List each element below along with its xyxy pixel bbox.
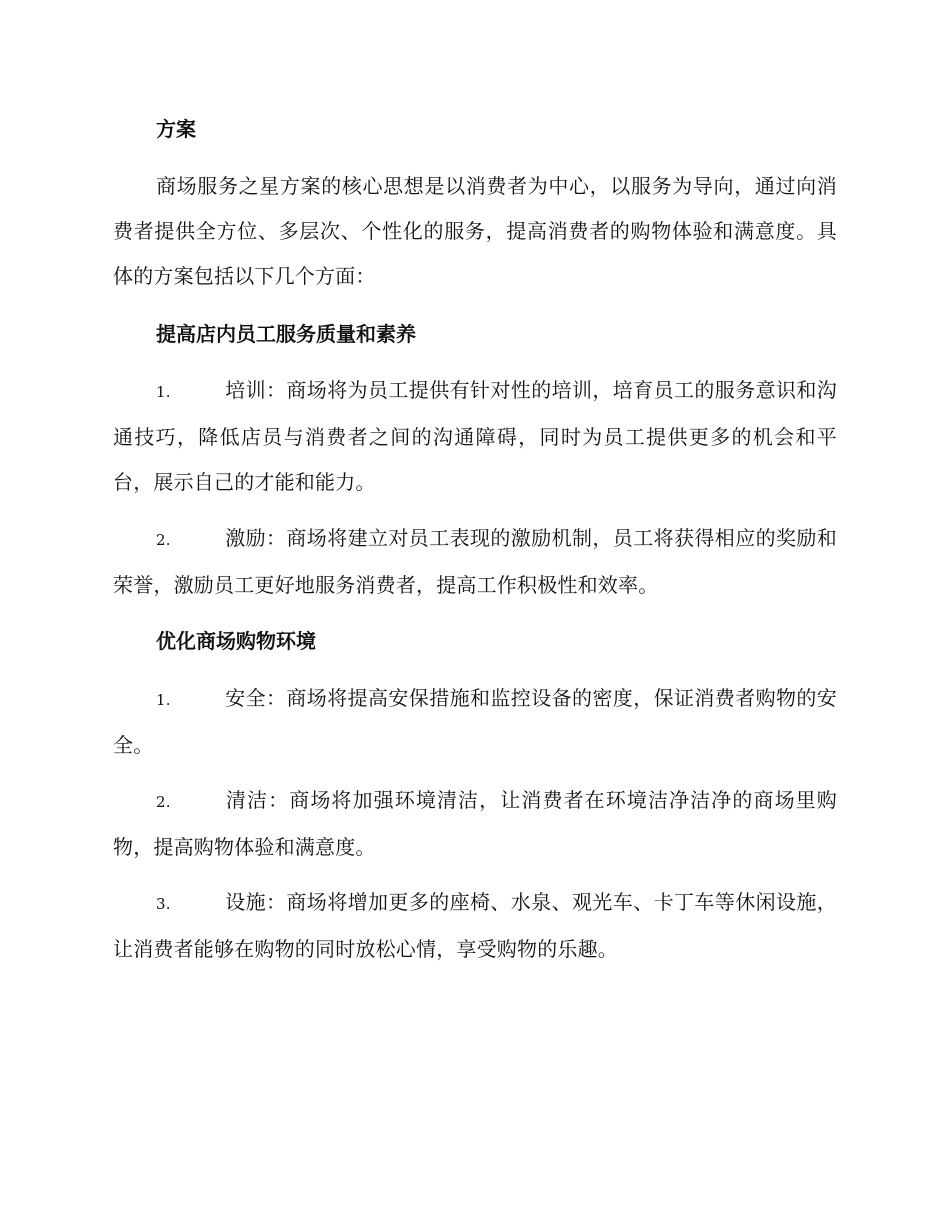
- list-item-text: 激励：商场将建立对员工表现的激励机制，员工将获得相应的奖励和荣誉，激励员工更好地服务消费者，提高工作积极性和效率。: [113, 526, 837, 597]
- list-item-number: 1.: [156, 383, 171, 401]
- list-item: [113, 676, 837, 768]
- list-item-text: 设施：商场将增加更多的座椅、水泉、观光车、卡丁车等休闲设施，让消费者能够在购物的同时放松心情，享受购物的乐趣。: [113, 890, 837, 961]
- list-item-text: 清洁：商场将加强环境清洁，让消费者在环境洁净洁净的商场里购物，提高购物体验和满意度。: [113, 788, 837, 859]
- list-item-text: 安全：商场将提高安保措施和监控设备的密度，保证消费者购物的安全。: [113, 686, 837, 757]
- list-item-number: 1.: [156, 691, 171, 709]
- document-title: 方案: [156, 117, 196, 141]
- intro-paragraph: 商场服务之星方案的核心思想是以消费者为中心，以服务为导向，通过向消费者提供全方位、多层次、个性化的服务，提高消费者的购物体验和满意度。具体的方案包括以下几个方面：: [113, 174, 837, 288]
- list-item-text: 培训：商场将为员工提供有针对性的培训，培育员工的服务意识和沟通技巧，降低店员与消费者之间的沟通障碍，同时为员工提供更多的机会和平台，展示自己的才能和能力。: [113, 378, 837, 494]
- list-item-number: 2.: [156, 531, 171, 549]
- section-heading-environment: 优化商场购物环境: [156, 629, 316, 653]
- list-item: [113, 368, 837, 505]
- list-item-number: 2.: [156, 793, 171, 811]
- list-item-number: 3.: [156, 895, 171, 913]
- list-item: [113, 880, 837, 972]
- section-heading-staff: 提高店内员工服务质量和素养: [156, 322, 416, 346]
- list-item: [113, 516, 837, 608]
- list-item: [113, 778, 837, 870]
